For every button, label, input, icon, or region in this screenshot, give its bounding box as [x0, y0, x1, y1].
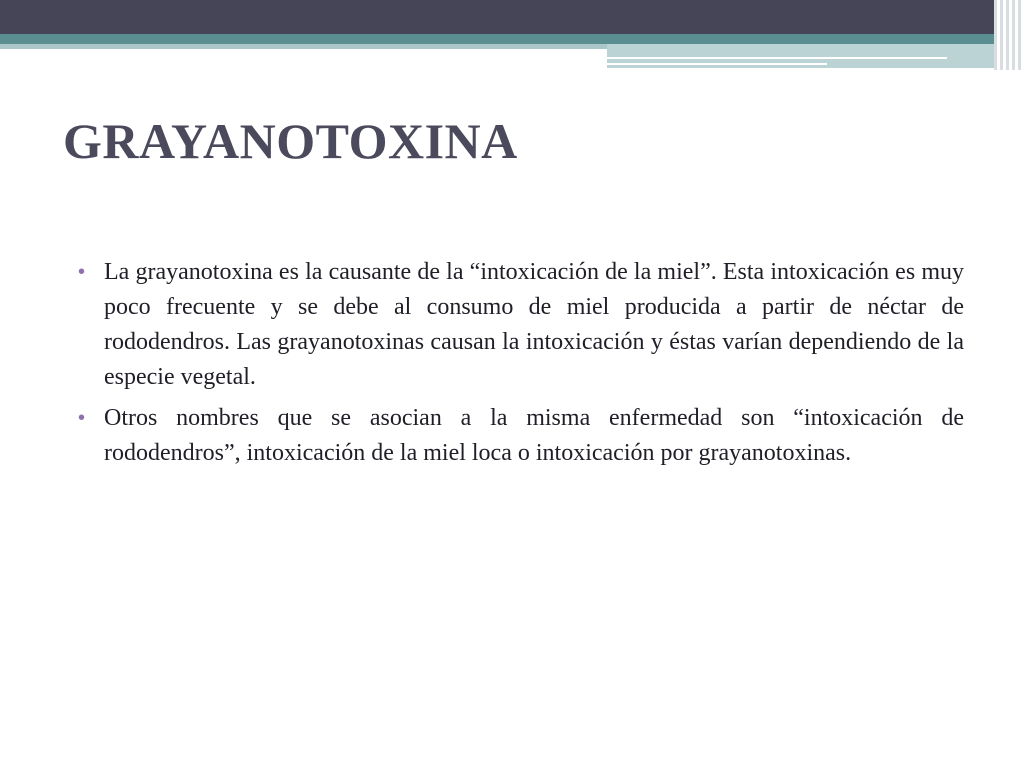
- header-stripes: [994, 0, 1024, 70]
- header-accent-line: [607, 57, 947, 59]
- slide-title: GRAYANOTOXINA: [63, 113, 518, 169]
- bullet-text: La grayanotoxina es la causante de la “intoxicación de la miel”. Esta intoxicación es muy poco frecuente y se debe al consumo de miel producida a partir de néctar de rododendros. Las grayanotoxinas causan la intoxicación y éstas varían dependiendo de la especie vegetal.: [104, 259, 964, 390]
- bullet-item: [78, 255, 964, 395]
- bullet-dot-icon: •: [78, 407, 86, 429]
- bullet-dot-icon: •: [78, 261, 86, 283]
- header-band-dark: [0, 0, 1024, 34]
- header-band-teal: [0, 34, 1024, 44]
- bullet-text: Otros nombres que se asocian a la misma enfermedad son “intoxicación de rododendros”, intoxicación de la miel loca o intoxicación por grayanotoxinas.: [104, 405, 964, 466]
- header-accent-line: [607, 63, 827, 65]
- bullet-item: [78, 401, 964, 471]
- bullet-list: [78, 255, 964, 477]
